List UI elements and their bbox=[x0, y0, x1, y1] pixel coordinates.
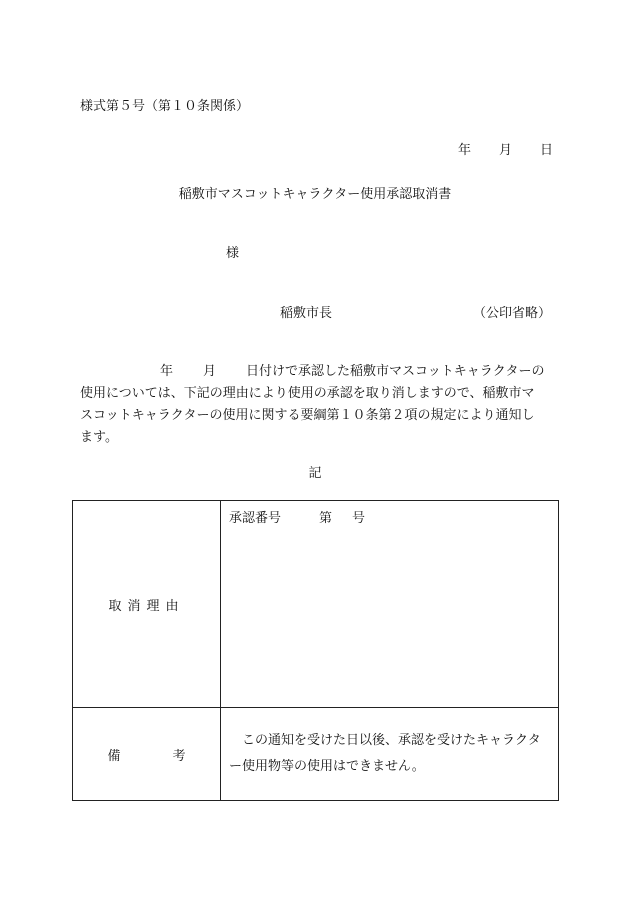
date-line bbox=[458, 139, 553, 158]
date-year: 年 bbox=[458, 143, 472, 158]
approval-dai: 第 bbox=[319, 511, 333, 526]
reason-label-cell bbox=[73, 501, 221, 708]
body-text bbox=[80, 361, 555, 449]
body-line-3: スコットキャラクターの使用に関する要綱第１０条第２項の規定により通知し bbox=[80, 408, 535, 423]
sender-name: 稲敷市長 bbox=[280, 306, 333, 321]
table-row-notes bbox=[73, 708, 559, 801]
body-line-4: ます。 bbox=[80, 430, 118, 445]
body-line-1 bbox=[80, 361, 555, 383]
date-day: 日 bbox=[540, 143, 554, 158]
notes-label-cell bbox=[73, 708, 221, 801]
ki-heading: 記 bbox=[308, 466, 322, 481]
addressee-suffix: 様 bbox=[226, 246, 240, 261]
body-line-2: 使用については、下記の理由により使用の承認を取り消しますので、稲敷市マ bbox=[80, 386, 535, 401]
form-number: 様式第５号（第１０条関係） bbox=[80, 99, 250, 114]
notes-line-1: この通知を受けた日以後、承認を受けたキャラクタ bbox=[229, 733, 541, 748]
approval-go: 号 bbox=[352, 511, 366, 526]
date-month: 月 bbox=[499, 143, 513, 158]
reason-label: 取消理由 bbox=[108, 598, 185, 614]
table-row-reason bbox=[73, 501, 559, 708]
notes-content-cell bbox=[221, 708, 559, 801]
notes-label-1: 備 bbox=[107, 748, 121, 764]
reason-content-cell bbox=[221, 501, 559, 708]
approval-number-label: 承認番号 bbox=[229, 511, 282, 526]
seal-note: （公印省略） bbox=[473, 306, 552, 321]
notes-label-2: 考 bbox=[172, 748, 186, 764]
notes-line-2: ー使用物等の使用はできません。 bbox=[229, 759, 425, 774]
body-year: 年 bbox=[160, 364, 174, 379]
info-table bbox=[72, 500, 559, 801]
approval-number-line bbox=[221, 501, 558, 526]
body-line-1-rest: 日付けで承認した稲敷市マスコットキャラクターの bbox=[246, 364, 545, 379]
document-title: 稲敷市マスコットキャラクター使用承認取消書 bbox=[178, 187, 452, 202]
body-month: 月 bbox=[203, 364, 217, 379]
